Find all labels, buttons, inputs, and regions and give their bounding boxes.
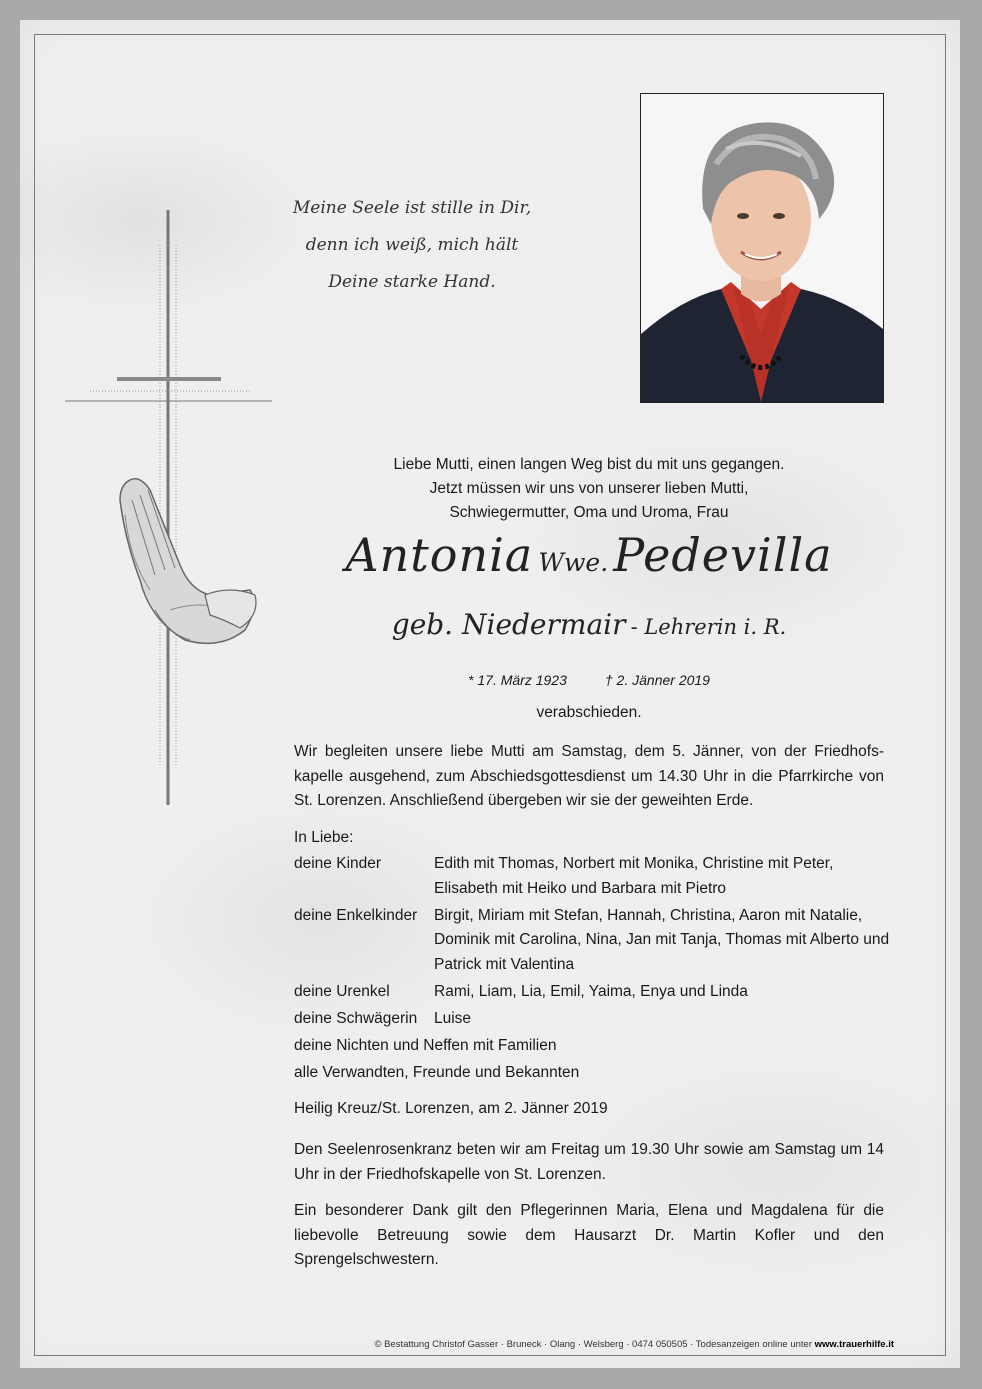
- relatives-label: deine Kinder: [294, 855, 382, 872]
- death-date: † 2. Jänner 2019: [604, 672, 710, 688]
- relatives-list: [294, 852, 894, 1088]
- intro-text: [290, 453, 888, 525]
- place-date: Heilig Kreuz/St. Lorenzen, am 2. Jänner 2019: [294, 1100, 608, 1117]
- intro-line: Jetzt müssen wir uns von unserer lieben Mutti,: [429, 480, 749, 497]
- footer-link[interactable]: www.trauerhilfe.it: [814, 1339, 894, 1350]
- relatives-label: alle Verwandten, Freunde und Bekannten: [294, 1063, 580, 1081]
- relatives-label: deine Nichten und Neffen mit Familien: [294, 1036, 557, 1054]
- relatives-names: Rami, Liam, Lia, Emil, Yaima, Enya und Linda: [434, 982, 748, 1000]
- relatives-names: Birgit, Miriam mit Stefan, Hannah, Christina, Aaron mit Natalie, Dominik mit Carolina, Nina, Jan mit Tanja, Thomas mit Alberto und Patrick mit Valentina: [434, 906, 890, 973]
- quote-line: Deine starke Hand.: [328, 272, 496, 292]
- relatives-row: [294, 852, 894, 901]
- name-title: Wwe.: [538, 548, 609, 577]
- profession: - Lehrerin i. R.: [630, 615, 787, 639]
- first-name: Antonia: [345, 528, 534, 582]
- portrait-photo: [640, 93, 884, 403]
- relatives-names: Edith mit Thomas, Norbert mit Monika, Christine mit Peter, Elisabeth mit Heiko und Barbara mit Pietro: [434, 855, 834, 897]
- rosary-text: Den Seelenrosenkranz beten wir am Freitag um 19.30 Uhr sowie am Samstag um 14 Uhr in der Friedhofskapelle von St. Lorenzen.: [294, 1141, 884, 1183]
- footer: [34, 1339, 894, 1350]
- birth-date: * 17. März 1923: [468, 672, 567, 688]
- intro-line: Schwiegermutter, Oma und Uroma, Frau: [449, 504, 729, 521]
- in-love-label: In Liebe:: [294, 829, 354, 846]
- relatives-row: [294, 1007, 894, 1032]
- quote: [262, 190, 562, 301]
- relatives-label: deine Enkelkinder: [294, 906, 418, 924]
- thanks-text: Ein besonderer Dank gilt den Pflegerinnen Maria, Elena und Magdalena für die liebevolle Betreuung sowie dem Hausarzt Dr. Martin Kofler und den Sprengelschwestern.: [294, 1202, 884, 1268]
- maiden-name: [290, 608, 888, 641]
- footer-text: © Bestattung Christof Gasser · Bruneck · Olang · Welsberg · 0474 050505 · Todesanzeigen online unter: [374, 1339, 815, 1350]
- deceased-name: [290, 528, 888, 582]
- relatives-row: [294, 1034, 894, 1059]
- funeral-text: Wir begleiten unsere liebe Mutti am Samstag, dem 5. Jänner, von der Friedhofs-kapelle ausgehend, zum Abschiedsgottesdienst um 14.30 Uhr in die Pfarrkirche von St. Lorenzen. Anschließend übergeben wir sie der geweihten Erde.: [294, 743, 884, 809]
- praying-hands-icon: [110, 470, 265, 665]
- intro-line: Liebe Mutti, einen langen Weg bist du mit uns gegangen.: [393, 456, 785, 473]
- relatives-names: Luise: [434, 1009, 472, 1027]
- relatives-row: [294, 904, 894, 978]
- last-name: Pedevilla: [613, 528, 833, 582]
- farewell-text: verabschieden.: [536, 704, 642, 721]
- relatives-row: [294, 1061, 894, 1086]
- quote-line: Meine Seele ist stille in Dir,: [292, 198, 532, 218]
- quote-line: denn ich weiß, mich hält: [305, 235, 519, 255]
- relatives-label: deine Schwägerin: [294, 1009, 418, 1027]
- life-dates: [290, 672, 888, 688]
- relatives-label: deine Urenkel: [294, 982, 390, 1000]
- relatives-row: [294, 980, 894, 1005]
- maiden-name-text: geb. Niedermair: [391, 608, 626, 641]
